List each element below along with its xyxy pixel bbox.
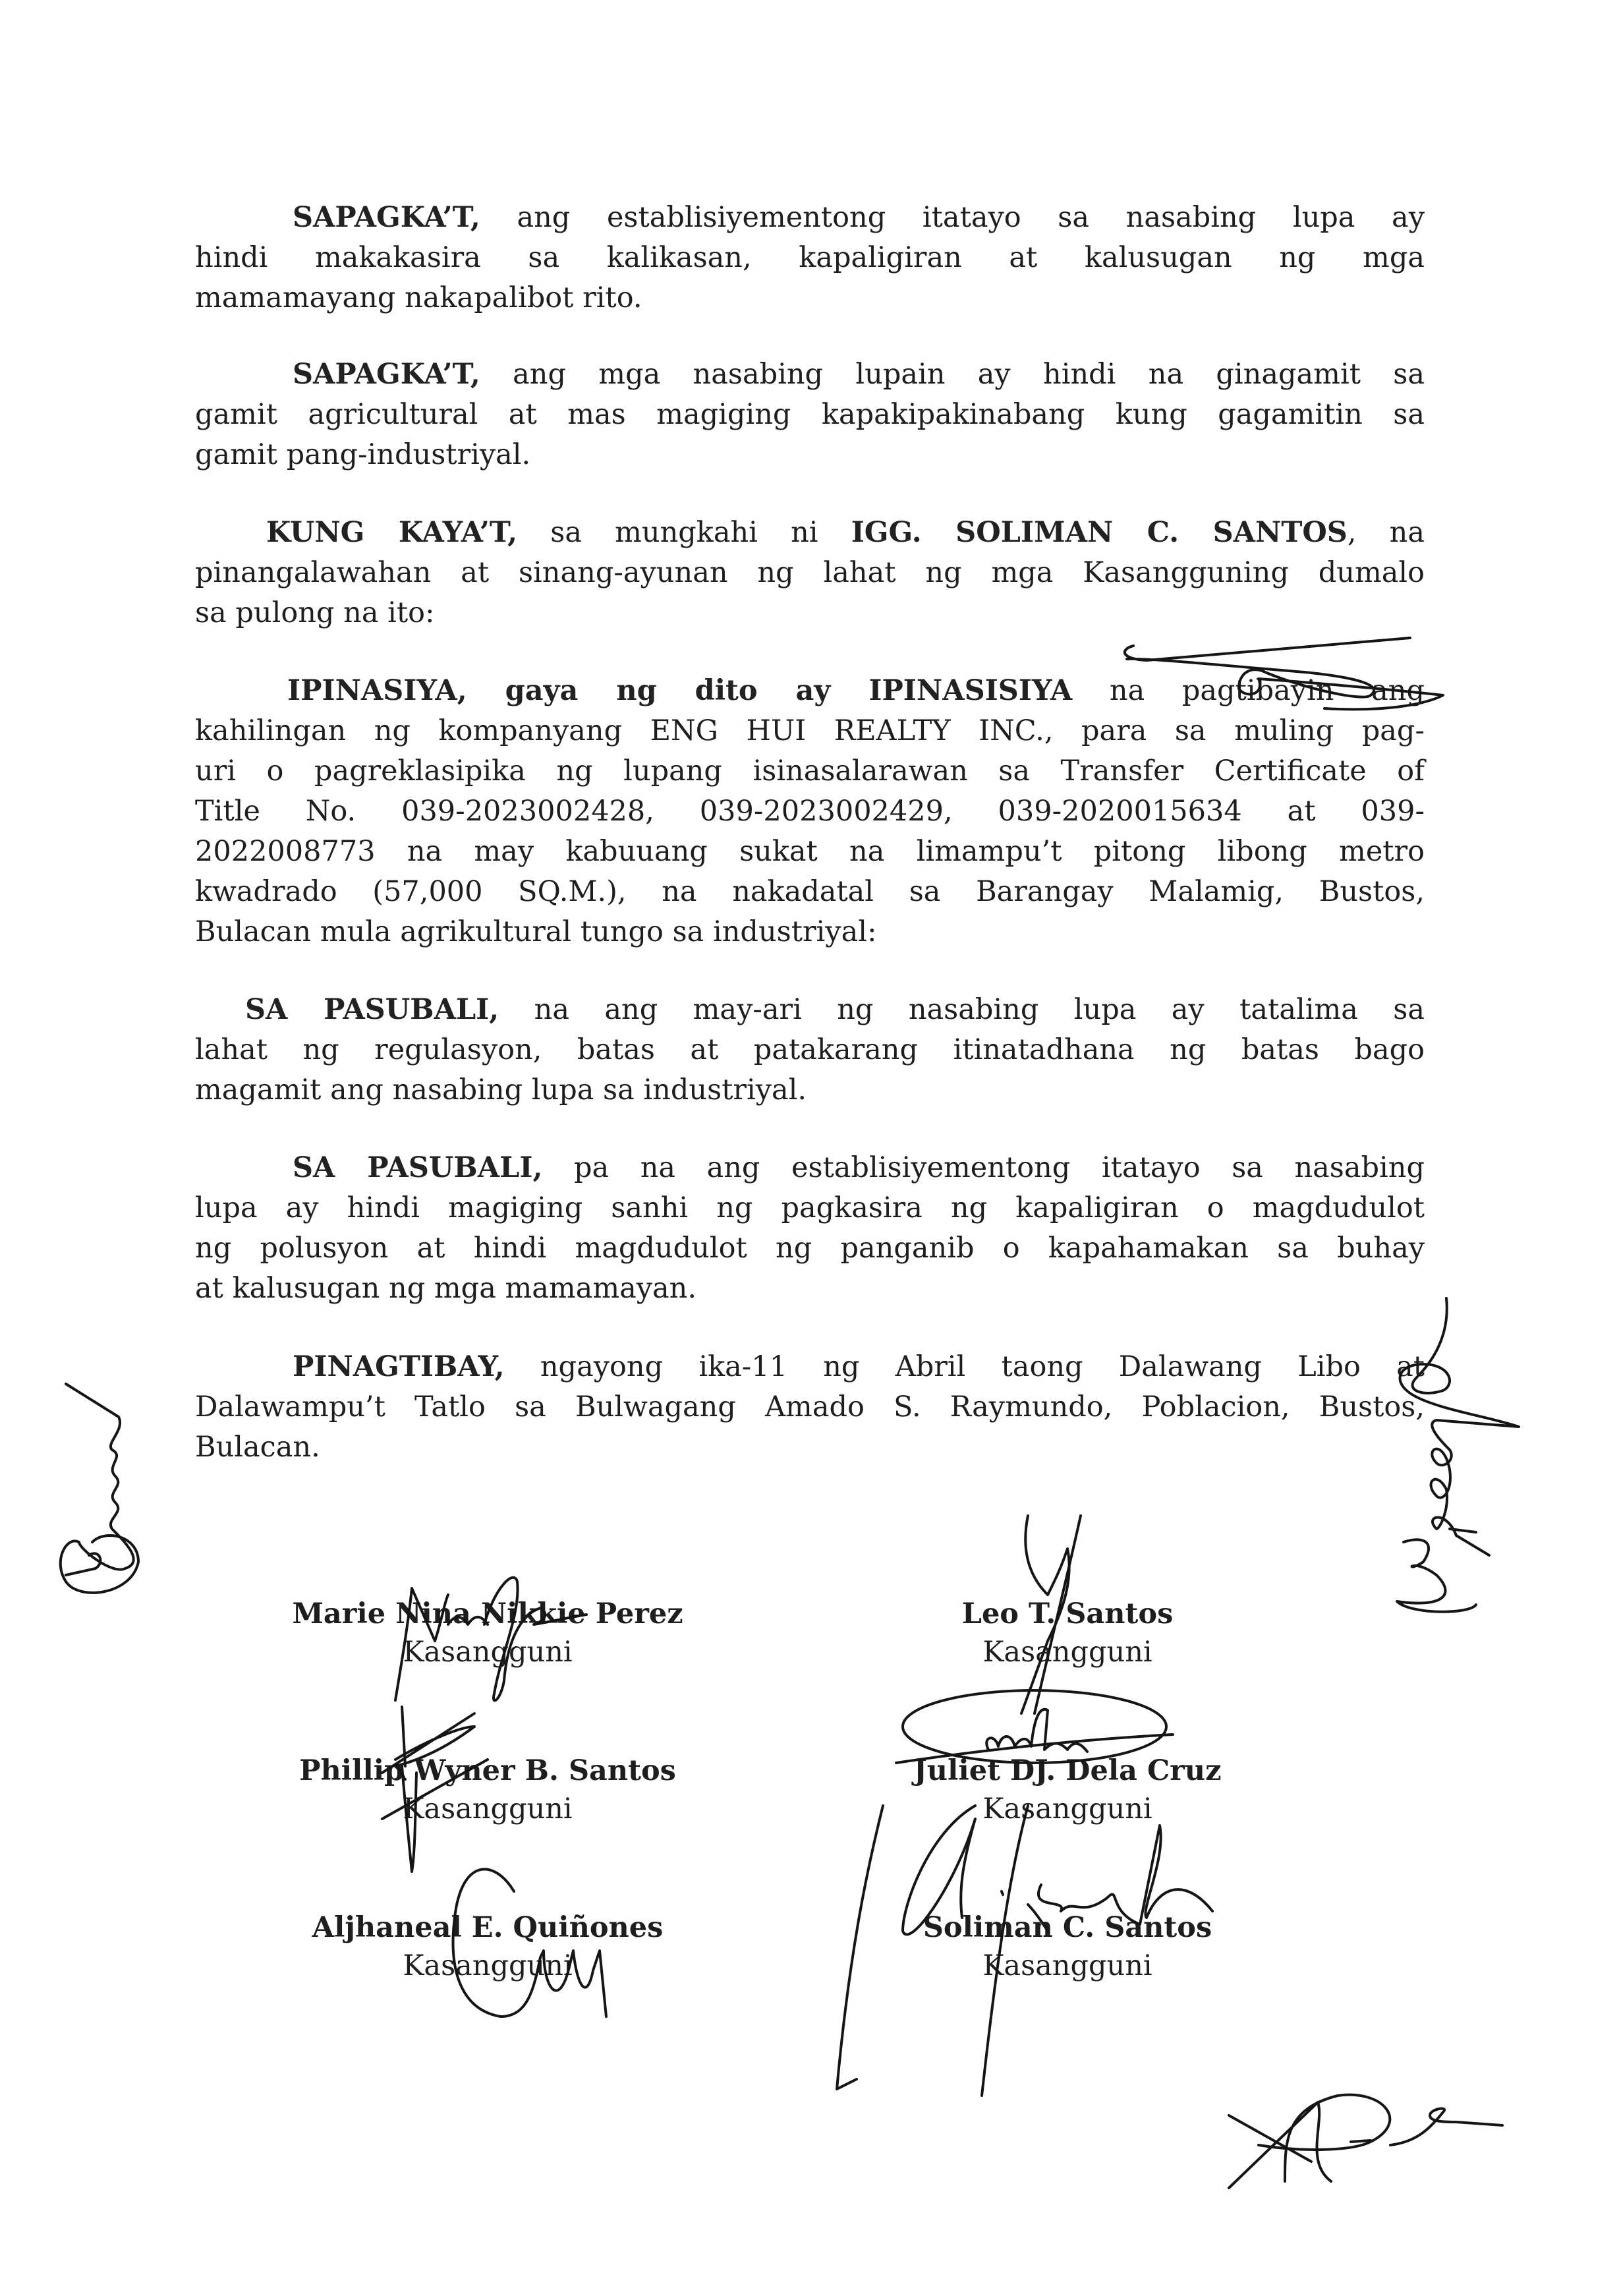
- line-text: na ang may-ari ng nasabing lupa ay tatalima sa: [499, 993, 1425, 1026]
- signatory-role: Kasangguni: [403, 1949, 573, 1982]
- text-line: Dalawampu’t Tatlo sa Bulwagang Amado S. Raymundo, Poblacion, Bustos,: [195, 1391, 1425, 1423]
- paragraph-lead: SAPAGKA’T,: [293, 358, 480, 391]
- signatory-role: Kasangguni: [403, 1636, 573, 1669]
- paragraph-lead: SA PASUBALI,: [245, 993, 499, 1026]
- line-text: ang establisiyementong itatayo sa nasabing lupa ay: [480, 201, 1425, 234]
- paragraph-sa-pasubali-1: [195, 990, 1425, 1110]
- text-line: lahat ng regulasyon, batas at patakarang itinatadhana ng batas bago: [195, 1033, 1425, 1066]
- signature-soliman-santos: [830, 1779, 1252, 2096]
- text-line: gamit agricultural at mas magiging kapakipakinabang kung gagamitin sa: [195, 398, 1425, 431]
- signatory-role: Kasangguni: [982, 1636, 1152, 1669]
- text-line: Bulacan mula agrikultural tungo sa industriyal:: [195, 915, 877, 948]
- signature-quinones: [428, 1839, 626, 2030]
- text-line: mamamayang nakapalibot rito.: [195, 281, 642, 314]
- paragraph-lead: SAPAGKA’T,: [293, 201, 480, 234]
- text-line: pinangalawahan at sinang-ayunan ng lahat ng mga Kasangguning dumalo: [195, 556, 1425, 589]
- text-line: Bulacan.: [195, 1431, 320, 1464]
- paragraph-lead: IPINASIYA, gaya ng dito ay IPINASISIYA: [287, 674, 1073, 707]
- signatory-role: Kasangguni: [982, 1949, 1152, 1982]
- line-text: , na: [1347, 516, 1425, 549]
- text-line: [195, 1148, 1425, 1188]
- signature-dela-cruz: [883, 1687, 1173, 1779]
- line-text: ngayong ika-11 ng Abril taong Dalawang Libo at: [504, 1350, 1425, 1383]
- paragraph-pinagtibay: [195, 1347, 1425, 1468]
- paragraph-lead: PINAGTIBAY,: [293, 1350, 505, 1383]
- councilor-name: IGG. SOLIMAN C. SANTOS: [851, 516, 1348, 549]
- paragraph-ipinasiya: [195, 671, 1425, 952]
- text-line: at kalusugan ng mga mamamayan.: [195, 1272, 697, 1305]
- text-line: ng polusyon at hindi magdudulot ng panganib o kapahamakan sa buhay: [195, 1232, 1425, 1265]
- text-line: magamit ang nasabing lupa sa industriyal.: [195, 1074, 807, 1106]
- signatory-name: Soliman C. Santos: [923, 1911, 1212, 1944]
- text-line: [195, 990, 1425, 1030]
- text-line: [195, 1347, 1425, 1387]
- text-line: sa pulong na ito:: [195, 596, 435, 629]
- line-text: ang mga nasabing lupain ay hindi na ginagamit sa: [480, 358, 1425, 391]
- margin-signature-left: [40, 1344, 138, 1608]
- signatory-name: Juliet DJ. Dela Cruz: [913, 1754, 1222, 1787]
- signatory-name: Aljhaneal E. Quiñones: [312, 1911, 664, 1944]
- signatory-role: Kasangguni: [403, 1793, 573, 1825]
- text-line: hindi makakasira sa kalikasan, kapaligiran at kalusugan ng mga: [195, 241, 1425, 274]
- text-line: kahilingan ng kompanyang ENG HUI REALTY INC., para sa muling pag-: [195, 714, 1425, 747]
- paragraph-sapagkat-1: [195, 198, 1425, 318]
- paragraph-sapagkat-2: [195, 355, 1425, 475]
- text-line: gamit pang-industriyal.: [195, 438, 531, 471]
- signatory-name: Leo T. Santos: [961, 1597, 1174, 1630]
- signature-bottom-right: [1219, 2069, 1516, 2214]
- paragraph-lead: SA PASUBALI,: [293, 1151, 543, 1184]
- signatory-role: Kasangguni: [982, 1793, 1152, 1825]
- text-line: uri o pagreklasipika ng lupang isinasalarawan sa Transfer Certificate of: [195, 755, 1425, 788]
- paragraph-sa-pasubali-2: [195, 1148, 1425, 1309]
- handwritten-initial-signature: [1107, 633, 1463, 712]
- text-line: [195, 355, 1425, 395]
- paragraph-kung-kayat: [195, 513, 1425, 633]
- line-text: sa mungkahi ni: [517, 516, 851, 549]
- signatory-name: Marie Nina Nikkie Perez: [292, 1597, 683, 1630]
- margin-signature-right: [1384, 1292, 1522, 1648]
- text-line: Title No. 039-2023002428, 039-2023002429, 039-2020015634 at 039-: [195, 795, 1425, 828]
- signatory-name: Phillip Wyner B. Santos: [299, 1754, 676, 1787]
- text-line: [195, 198, 1425, 238]
- text-line: kwadrado (57,000 SQ.M.), na nakadatal sa Barangay Malamig, Bustos,: [195, 875, 1425, 908]
- line-text: na pagtibayin ang: [1072, 674, 1425, 707]
- text-line: 2022008773 na may kabuuang sukat na limampu’t pitong libong metro: [195, 835, 1425, 868]
- text-line: lupa ay hindi magiging sanhi ng pagkasira ng kapaligiran o magdudulot: [195, 1191, 1425, 1224]
- paragraph-lead: KUNG KAYA’T,: [266, 516, 518, 549]
- text-line: [195, 513, 1425, 553]
- line-text: pa na ang establisiyementong itatayo sa nasabing: [542, 1151, 1425, 1184]
